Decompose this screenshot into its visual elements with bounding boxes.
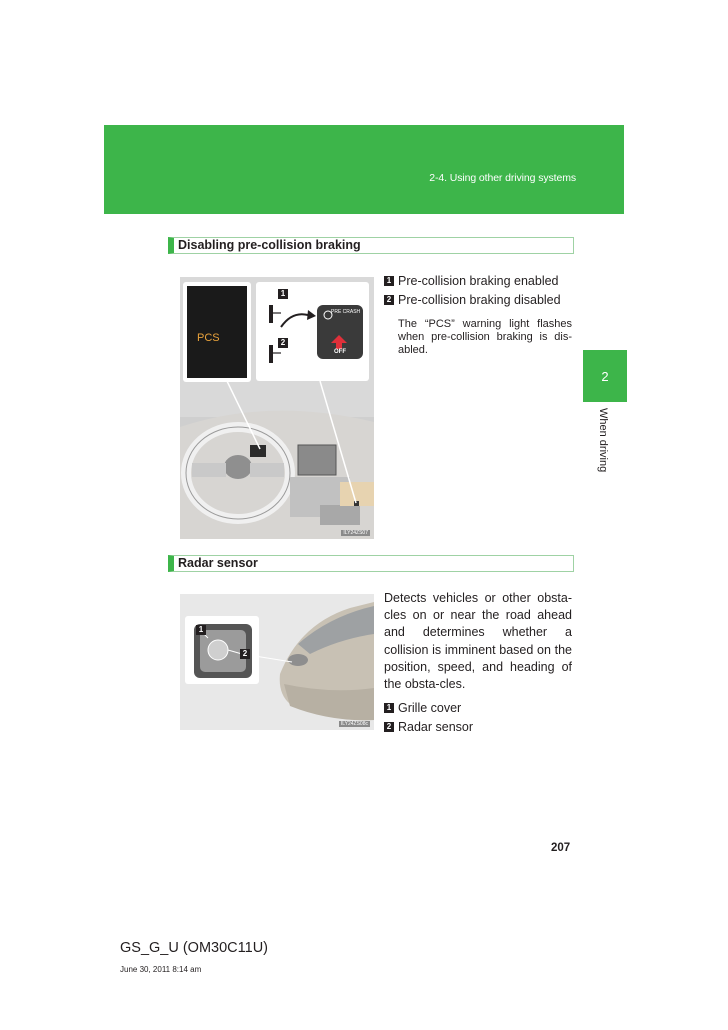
figure-code: ILY24ZS07 (343, 530, 368, 536)
item-number: 1 (384, 276, 394, 286)
item-label: Radar sensor (398, 720, 474, 734)
item-label: Grille cover (398, 701, 462, 715)
page-number: 207 (551, 842, 571, 854)
pcs-figure (180, 277, 374, 539)
figure-callout-2: 2 (278, 338, 288, 348)
item-number: 2 (384, 295, 394, 305)
car-front-illustration (180, 594, 374, 730)
figure-callout-1: 1 (278, 289, 288, 299)
item-number: 2 (384, 722, 394, 732)
header-band (104, 125, 624, 214)
section-heading-disabling: Disabling pre-collision braking (168, 237, 574, 254)
item-number: 1 (384, 703, 394, 713)
switch-label-off: OFF (334, 349, 346, 355)
list-item (384, 701, 461, 715)
figure-code: ILY24ZS08c (340, 721, 368, 727)
dashboard-illustration (180, 277, 374, 539)
section-heading-radar: Radar sensor (168, 555, 574, 572)
chapter-title: When driving (597, 408, 609, 473)
chapter-tab (583, 350, 627, 402)
figure-callout-2: 2 (240, 649, 250, 659)
chapter-number: 2 (601, 368, 609, 384)
radar-figure (180, 594, 374, 730)
list-item (384, 274, 559, 288)
radar-description: Detects vehicles or other obsta-cles on or near the road ahead and determines whether a collision is imminent based on the position, speed, and heading of the obsta-cles. (384, 591, 572, 692)
switch-label-pre-crash: PRE CRASH (331, 309, 361, 315)
item-label: Pre-collision braking disabled (398, 293, 561, 307)
list-item (384, 720, 473, 734)
footer-code: GS_G_U (OM30C11U) (120, 940, 268, 956)
item-label: Pre-collision braking enabled (398, 274, 559, 288)
list-item (384, 293, 561, 307)
pcs-note: The “PCS” warning light flashes when pre-collision braking is dis-abled. (398, 318, 572, 356)
pcs-warning-light: PCS (197, 332, 220, 344)
footer-date: June 30, 2011 8:14 am (120, 965, 202, 974)
section-title: 2-4. Using other driving systems (429, 172, 576, 184)
figure-callout-1: 1 (196, 625, 206, 635)
